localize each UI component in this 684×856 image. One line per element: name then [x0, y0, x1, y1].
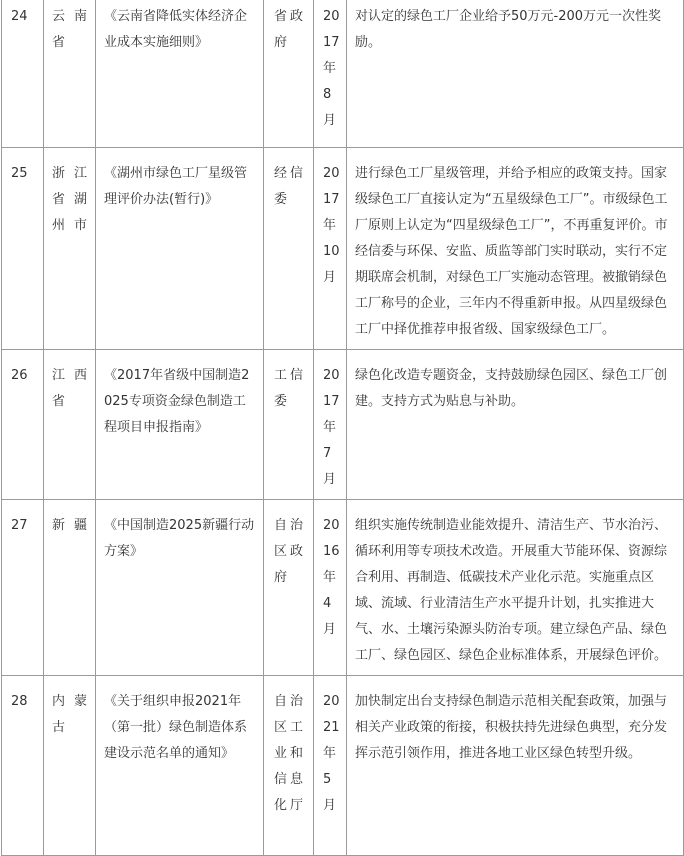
department-cell: 自治区政府	[264, 500, 314, 676]
policy-name-cell: 《关于组织申报2021年（第一批）绿色制造体系建设示范名单的通知》	[96, 676, 264, 856]
date-cell: 2017年7月	[314, 350, 347, 500]
date-cell: 2016年4月	[314, 500, 347, 676]
policy-name-cell: 《湖州市绿色工厂星级管理评价办法(暂行)》	[96, 148, 264, 350]
row-number: 25	[2, 148, 44, 350]
policy-name-cell: 《2017年省级中国制造2025专项资金绿色制造工程项目申报指南》	[96, 350, 264, 500]
table-row	[2, 500, 684, 676]
row-number: 26	[2, 350, 44, 500]
policy-name-cell: 《中国制造2025新疆行动方案》	[96, 500, 264, 676]
region-cell: 内蒙古	[44, 676, 96, 856]
date-cell: 2017年8月	[314, 0, 347, 148]
row-number: 28	[2, 676, 44, 856]
policy-name-cell: 《云南省降低实体经济企业成本实施细则》	[96, 0, 264, 148]
table-row	[2, 676, 684, 856]
date-cell: 2021年5月	[314, 676, 347, 856]
table-row	[2, 148, 684, 350]
table-row	[2, 350, 684, 500]
description-cell: 加快制定出台支持绿色制造示范相关配套政策，加强与相关产业政策的衔接，积极扶持先进绿色典型，充分发挥示范引领作用，推进各地工业区绿色转型升级。	[347, 676, 684, 856]
row-number: 27	[2, 500, 44, 676]
policy-table	[1, 0, 684, 856]
region-cell: 江西省	[44, 350, 96, 500]
table-row	[2, 0, 684, 148]
description-cell: 进行绿色工厂星级管理，并给予相应的政策支持。国家级绿色工厂直接认定为“五星级绿色工厂”。市级绿色工厂原则上认定为“四星级绿色工厂”，不再重复评价。市经信委与环保、安监、质监等部门实时联动，实行不定期联席会机制，对绿色工厂实施动态管理。被撤销绿色工厂称号的企业，三年内不得重新申报。从四星级绿色工厂中择优推荐申报省级、国家级绿色工厂。	[347, 148, 684, 350]
department-cell: 自治区工业和信息化厅	[264, 676, 314, 856]
department-cell: 工信委	[264, 350, 314, 500]
description-cell: 对认定的绿色工厂企业给予50万元-200万元一次性奖励。	[347, 0, 684, 148]
department-cell: 经信委	[264, 148, 314, 350]
region-cell: 云南省	[44, 0, 96, 148]
region-cell: 浙江省湖州市	[44, 148, 96, 350]
description-cell: 绿色化改造专题资金，支持鼓励绿色园区、绿色工厂创建。支持方式为贴息与补助。	[347, 350, 684, 500]
department-cell: 省政府	[264, 0, 314, 148]
date-cell: 2017年10月	[314, 148, 347, 350]
region-cell: 新疆	[44, 500, 96, 676]
row-number: 24	[2, 0, 44, 148]
description-cell: 组织实施传统制造业能效提升、清洁生产、节水治污、循环利用等专项技术改造。开展重大节能环保、资源综合利用、再制造、低碳技术产业化示范。实施重点区域、流域、行业清洁生产水平提升计划，扎实推进大气、水、土壤污染源头防治专项。建立绿色产品、绿色工厂、绿色园区、绿色企业标准体系，开展绿色评价。	[347, 500, 684, 676]
